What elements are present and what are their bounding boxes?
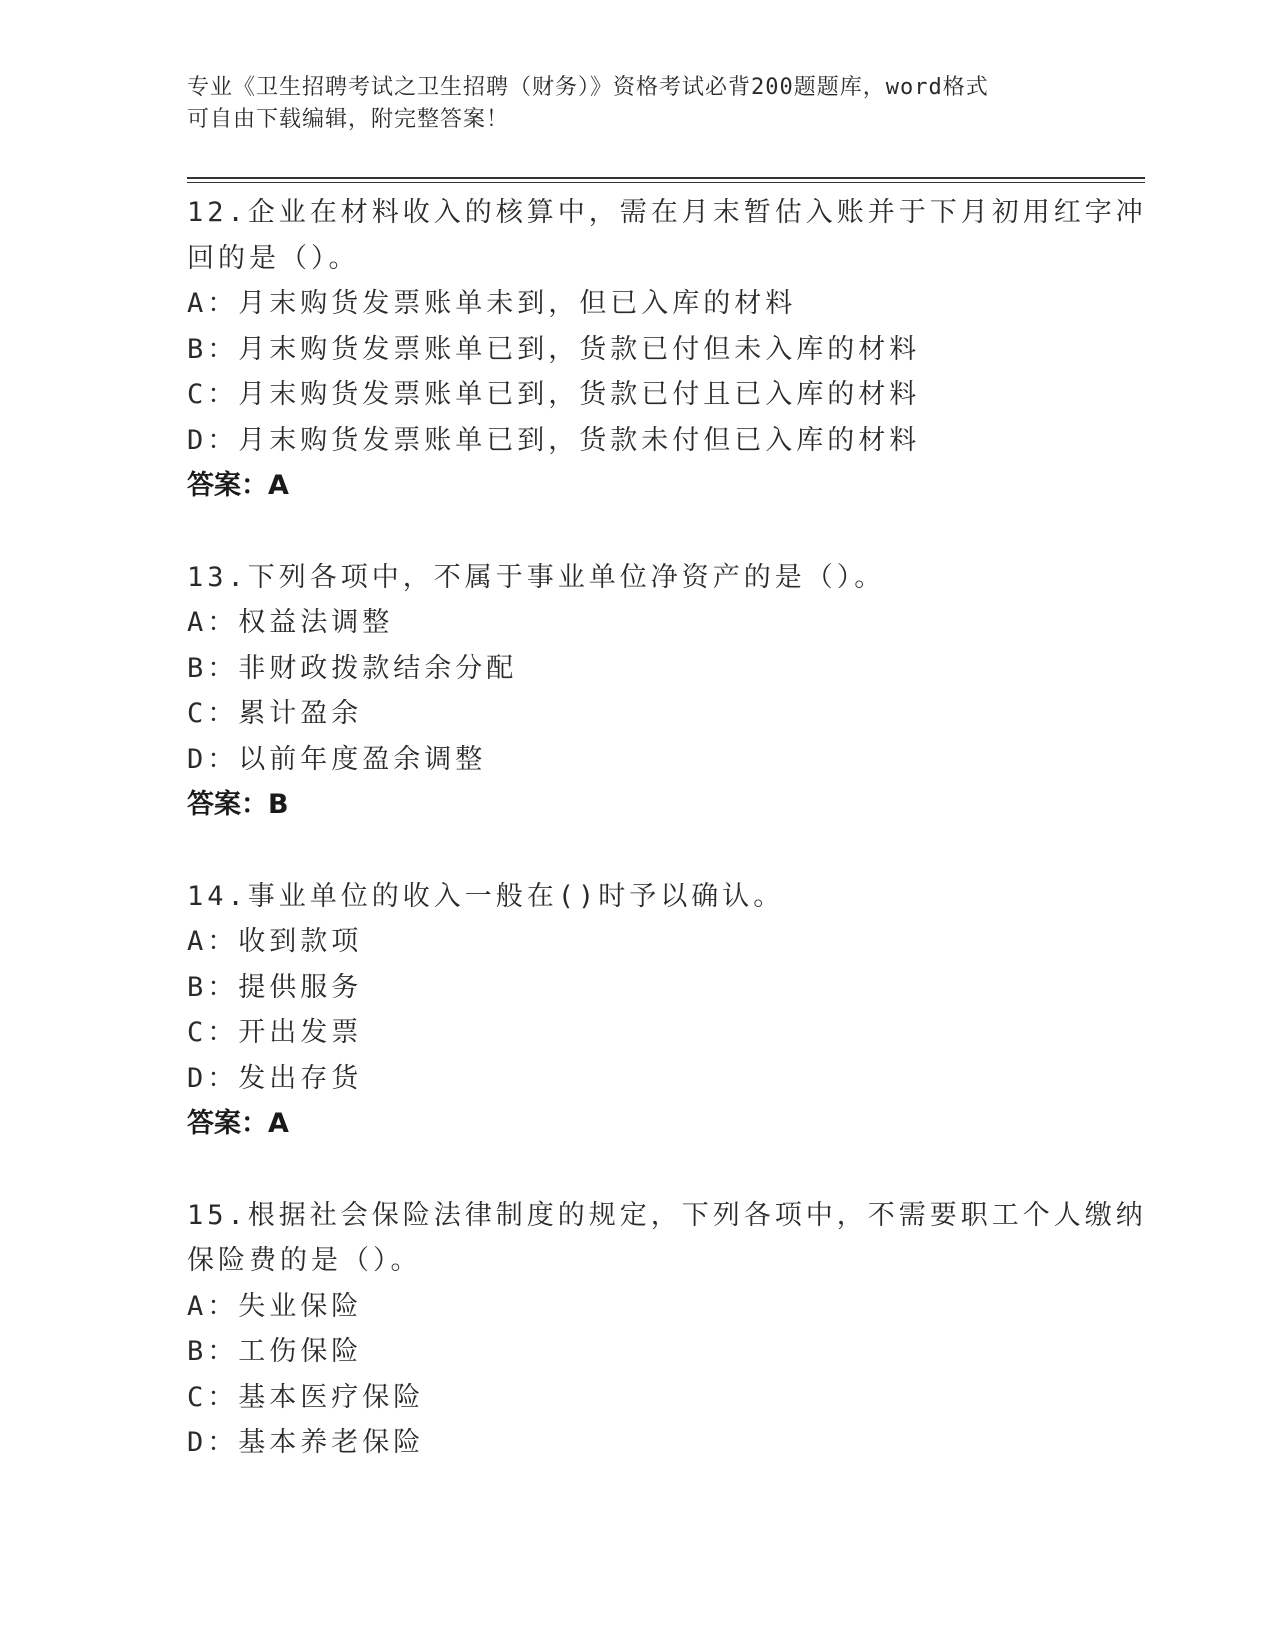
answer: 答案：A — [187, 470, 289, 501]
question-14 — [187, 874, 1087, 1147]
answer: 答案：A — [187, 1108, 289, 1139]
question-15 — [187, 1193, 1147, 1466]
option-b: B：提供服务 — [187, 971, 363, 1003]
option-a: A：权益法调整 — [187, 607, 394, 638]
option-b: B：月末购货发票账单已到，货款已付但未入库的材料 — [187, 333, 921, 365]
question-stem: 12.企业在材料收入的核算中，需在月末暂估入账并于下月初用红字冲 — [187, 197, 1147, 228]
option-c: C：累计盈余 — [187, 698, 363, 729]
answer: 答案：B — [187, 789, 289, 820]
header-line-1: 专业《卫生招聘考试之卫生招聘（财务）》资格考试必背200题题库，word格式 — [187, 75, 989, 100]
header-line-2: 可自由下载编辑，附完整答案！ — [187, 107, 510, 132]
option-d: D：以前年度盈余调整 — [187, 743, 487, 775]
option-d: D：基本养老保险 — [187, 1427, 425, 1458]
question-list — [187, 190, 1147, 1512]
option-d: D：发出存货 — [187, 1062, 363, 1094]
question-stem: 15.根据社会保险法律制度的规定，下列各项中，不需要职工个人缴纳 — [187, 1199, 1147, 1231]
option-a: A：收到款项 — [187, 926, 363, 957]
option-c: C：基本医疗保险 — [187, 1381, 425, 1413]
header-divider-thick — [187, 177, 1145, 179]
question-stem: 14.事业单位的收入一般在()时予以确认。 — [187, 880, 785, 912]
question-stem: 13.下列各项中，不属于事业单位净资产的是（）。 — [187, 561, 886, 593]
option-b: B：非财政拨款结余分配 — [187, 652, 518, 684]
option-d: D：月末购货发票账单已到，货款未付但已入库的材料 — [187, 424, 921, 456]
question-12 — [187, 190, 1147, 509]
header-divider-thin — [187, 182, 1145, 183]
question-13 — [187, 555, 1087, 828]
document-header — [187, 72, 1087, 136]
question-stem: 保险费的是（）。 — [187, 1245, 422, 1276]
option-a: A：月末购货发票账单未到，但已入库的材料 — [187, 288, 797, 319]
option-c: C：月末购货发票账单已到，货款已付且已入库的材料 — [187, 379, 921, 410]
option-c: C：开出发票 — [187, 1017, 363, 1048]
option-b: B：工伤保险 — [187, 1336, 363, 1367]
question-stem: 回的是（）。 — [187, 242, 360, 274]
option-a: A：失业保险 — [187, 1290, 363, 1322]
